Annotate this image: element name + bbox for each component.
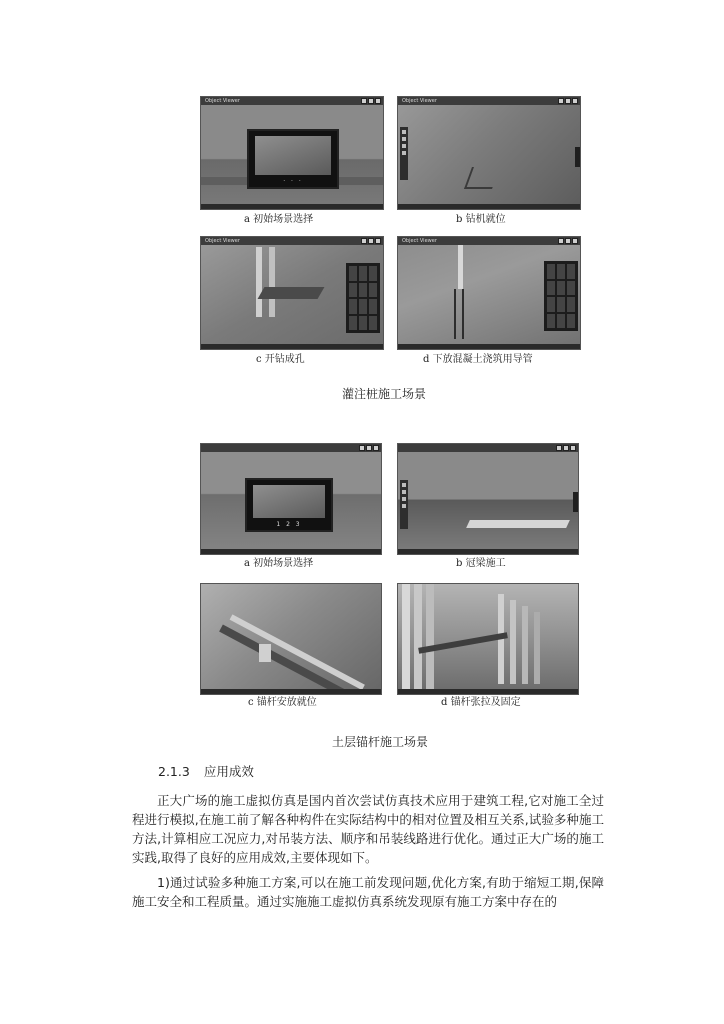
minimize-icon[interactable] bbox=[556, 445, 562, 451]
maximize-icon[interactable] bbox=[565, 98, 571, 104]
caption-2c: c 锚杆安放就位 bbox=[248, 697, 317, 708]
caption-2b: b 冠梁施工 bbox=[456, 558, 506, 569]
pause-icon[interactable] bbox=[402, 137, 406, 141]
minimize-icon[interactable] bbox=[359, 445, 365, 451]
close-icon[interactable] bbox=[375, 98, 381, 104]
minimize-icon[interactable] bbox=[558, 98, 564, 104]
scene-dialog[interactable] bbox=[245, 478, 333, 532]
minimize-icon[interactable] bbox=[361, 98, 367, 104]
play-icon[interactable] bbox=[402, 483, 406, 487]
section-heading bbox=[158, 764, 254, 780]
paragraph-1 bbox=[132, 791, 604, 867]
close-icon[interactable] bbox=[572, 238, 578, 244]
close-icon[interactable] bbox=[570, 445, 576, 451]
window-titlebar bbox=[201, 444, 381, 452]
screenshot-1a bbox=[200, 96, 384, 210]
minimize-icon[interactable] bbox=[361, 238, 367, 244]
close-icon[interactable] bbox=[375, 238, 381, 244]
caption-1c: c 开钻成孔 bbox=[256, 354, 305, 365]
figure-1-title: 灌注桩施工场景 bbox=[342, 387, 427, 401]
screenshot-2a bbox=[200, 443, 382, 555]
caption-1a: a 初始场景选择 bbox=[244, 214, 314, 225]
window-titlebar bbox=[201, 237, 383, 245]
maximize-icon[interactable] bbox=[366, 445, 372, 451]
maximize-icon[interactable] bbox=[563, 445, 569, 451]
window-title: Object Viewer bbox=[402, 98, 437, 104]
status-bar bbox=[398, 204, 580, 209]
minimize-icon[interactable] bbox=[558, 238, 564, 244]
screenshot-2d bbox=[397, 583, 579, 695]
side-panel[interactable] bbox=[573, 492, 578, 512]
close-icon[interactable] bbox=[373, 445, 379, 451]
screenshot-2b bbox=[397, 443, 579, 555]
window-title: Object Viewer bbox=[205, 98, 240, 104]
screenshot-1b bbox=[397, 96, 581, 210]
window-titlebar bbox=[398, 97, 580, 105]
screenshot-1c bbox=[200, 236, 384, 350]
scene-dialog[interactable] bbox=[247, 129, 339, 189]
section-number: 2.1.3 bbox=[158, 764, 190, 779]
side-panel[interactable] bbox=[575, 147, 580, 167]
step-icon[interactable] bbox=[402, 504, 406, 508]
window-titlebar bbox=[201, 97, 383, 105]
caption-1b: b 钻机就位 bbox=[456, 214, 506, 225]
step-icon[interactable] bbox=[402, 151, 406, 155]
window-titlebar bbox=[398, 237, 580, 245]
stop-icon[interactable] bbox=[402, 144, 406, 148]
status-bar bbox=[201, 549, 381, 554]
play-icon[interactable] bbox=[402, 130, 406, 134]
caption-2a: a 初始场景选择 bbox=[244, 558, 314, 569]
window-title: Object Viewer bbox=[205, 238, 240, 244]
stop-icon[interactable] bbox=[402, 497, 406, 501]
screenshot-2c bbox=[200, 583, 382, 695]
status-bar bbox=[398, 549, 578, 554]
paragraph-1-text: 正大广场的施工虚拟仿真是国内首次尝试仿真技术应用于建筑工程,它对施工全过程进行模拟,在施工前了解各种构件在实际结构中的相对位置及相互关系,试验多种施工方法,计算相应工况应力,对吊装方法、顺序和吊装线路进行优化。通过正大广场的施工实践,取得了良好的应用成效,主要体现如下。 bbox=[132, 793, 604, 865]
status-bar bbox=[201, 689, 381, 694]
dialog-numbers: 1 2 3 bbox=[276, 521, 302, 528]
paragraph-2-text: 1)通过试验多种施工方案,可以在施工前发现问题,优化方案,有助于缩短工期,保障施工安全和工程质量。通过实施施工虚拟仿真系统发现原有施工方案中存在的 bbox=[132, 875, 604, 909]
playback-toolbar[interactable] bbox=[400, 480, 408, 529]
window-titlebar bbox=[398, 444, 578, 452]
screenshot-1d bbox=[397, 236, 581, 350]
playback-toolbar[interactable] bbox=[400, 127, 408, 180]
dialog-numbers: · · · bbox=[283, 178, 303, 185]
control-grid[interactable] bbox=[346, 263, 380, 333]
status-bar bbox=[201, 204, 383, 209]
maximize-icon[interactable] bbox=[565, 238, 571, 244]
figure-2-title: 土层锚杆施工场景 bbox=[332, 735, 429, 749]
status-bar bbox=[398, 344, 580, 349]
window-title: Object Viewer bbox=[402, 238, 437, 244]
section-title: 应用成效 bbox=[203, 764, 254, 779]
control-grid[interactable] bbox=[544, 261, 578, 331]
maximize-icon[interactable] bbox=[368, 238, 374, 244]
caption-1d: d 下放混凝土浇筑用导管 bbox=[423, 354, 533, 365]
pause-icon[interactable] bbox=[402, 490, 406, 494]
status-bar bbox=[398, 689, 578, 694]
status-bar bbox=[201, 344, 383, 349]
caption-2d: d 锚杆张拉及固定 bbox=[441, 697, 521, 708]
maximize-icon[interactable] bbox=[368, 98, 374, 104]
close-icon[interactable] bbox=[572, 98, 578, 104]
paragraph-2 bbox=[132, 873, 604, 911]
